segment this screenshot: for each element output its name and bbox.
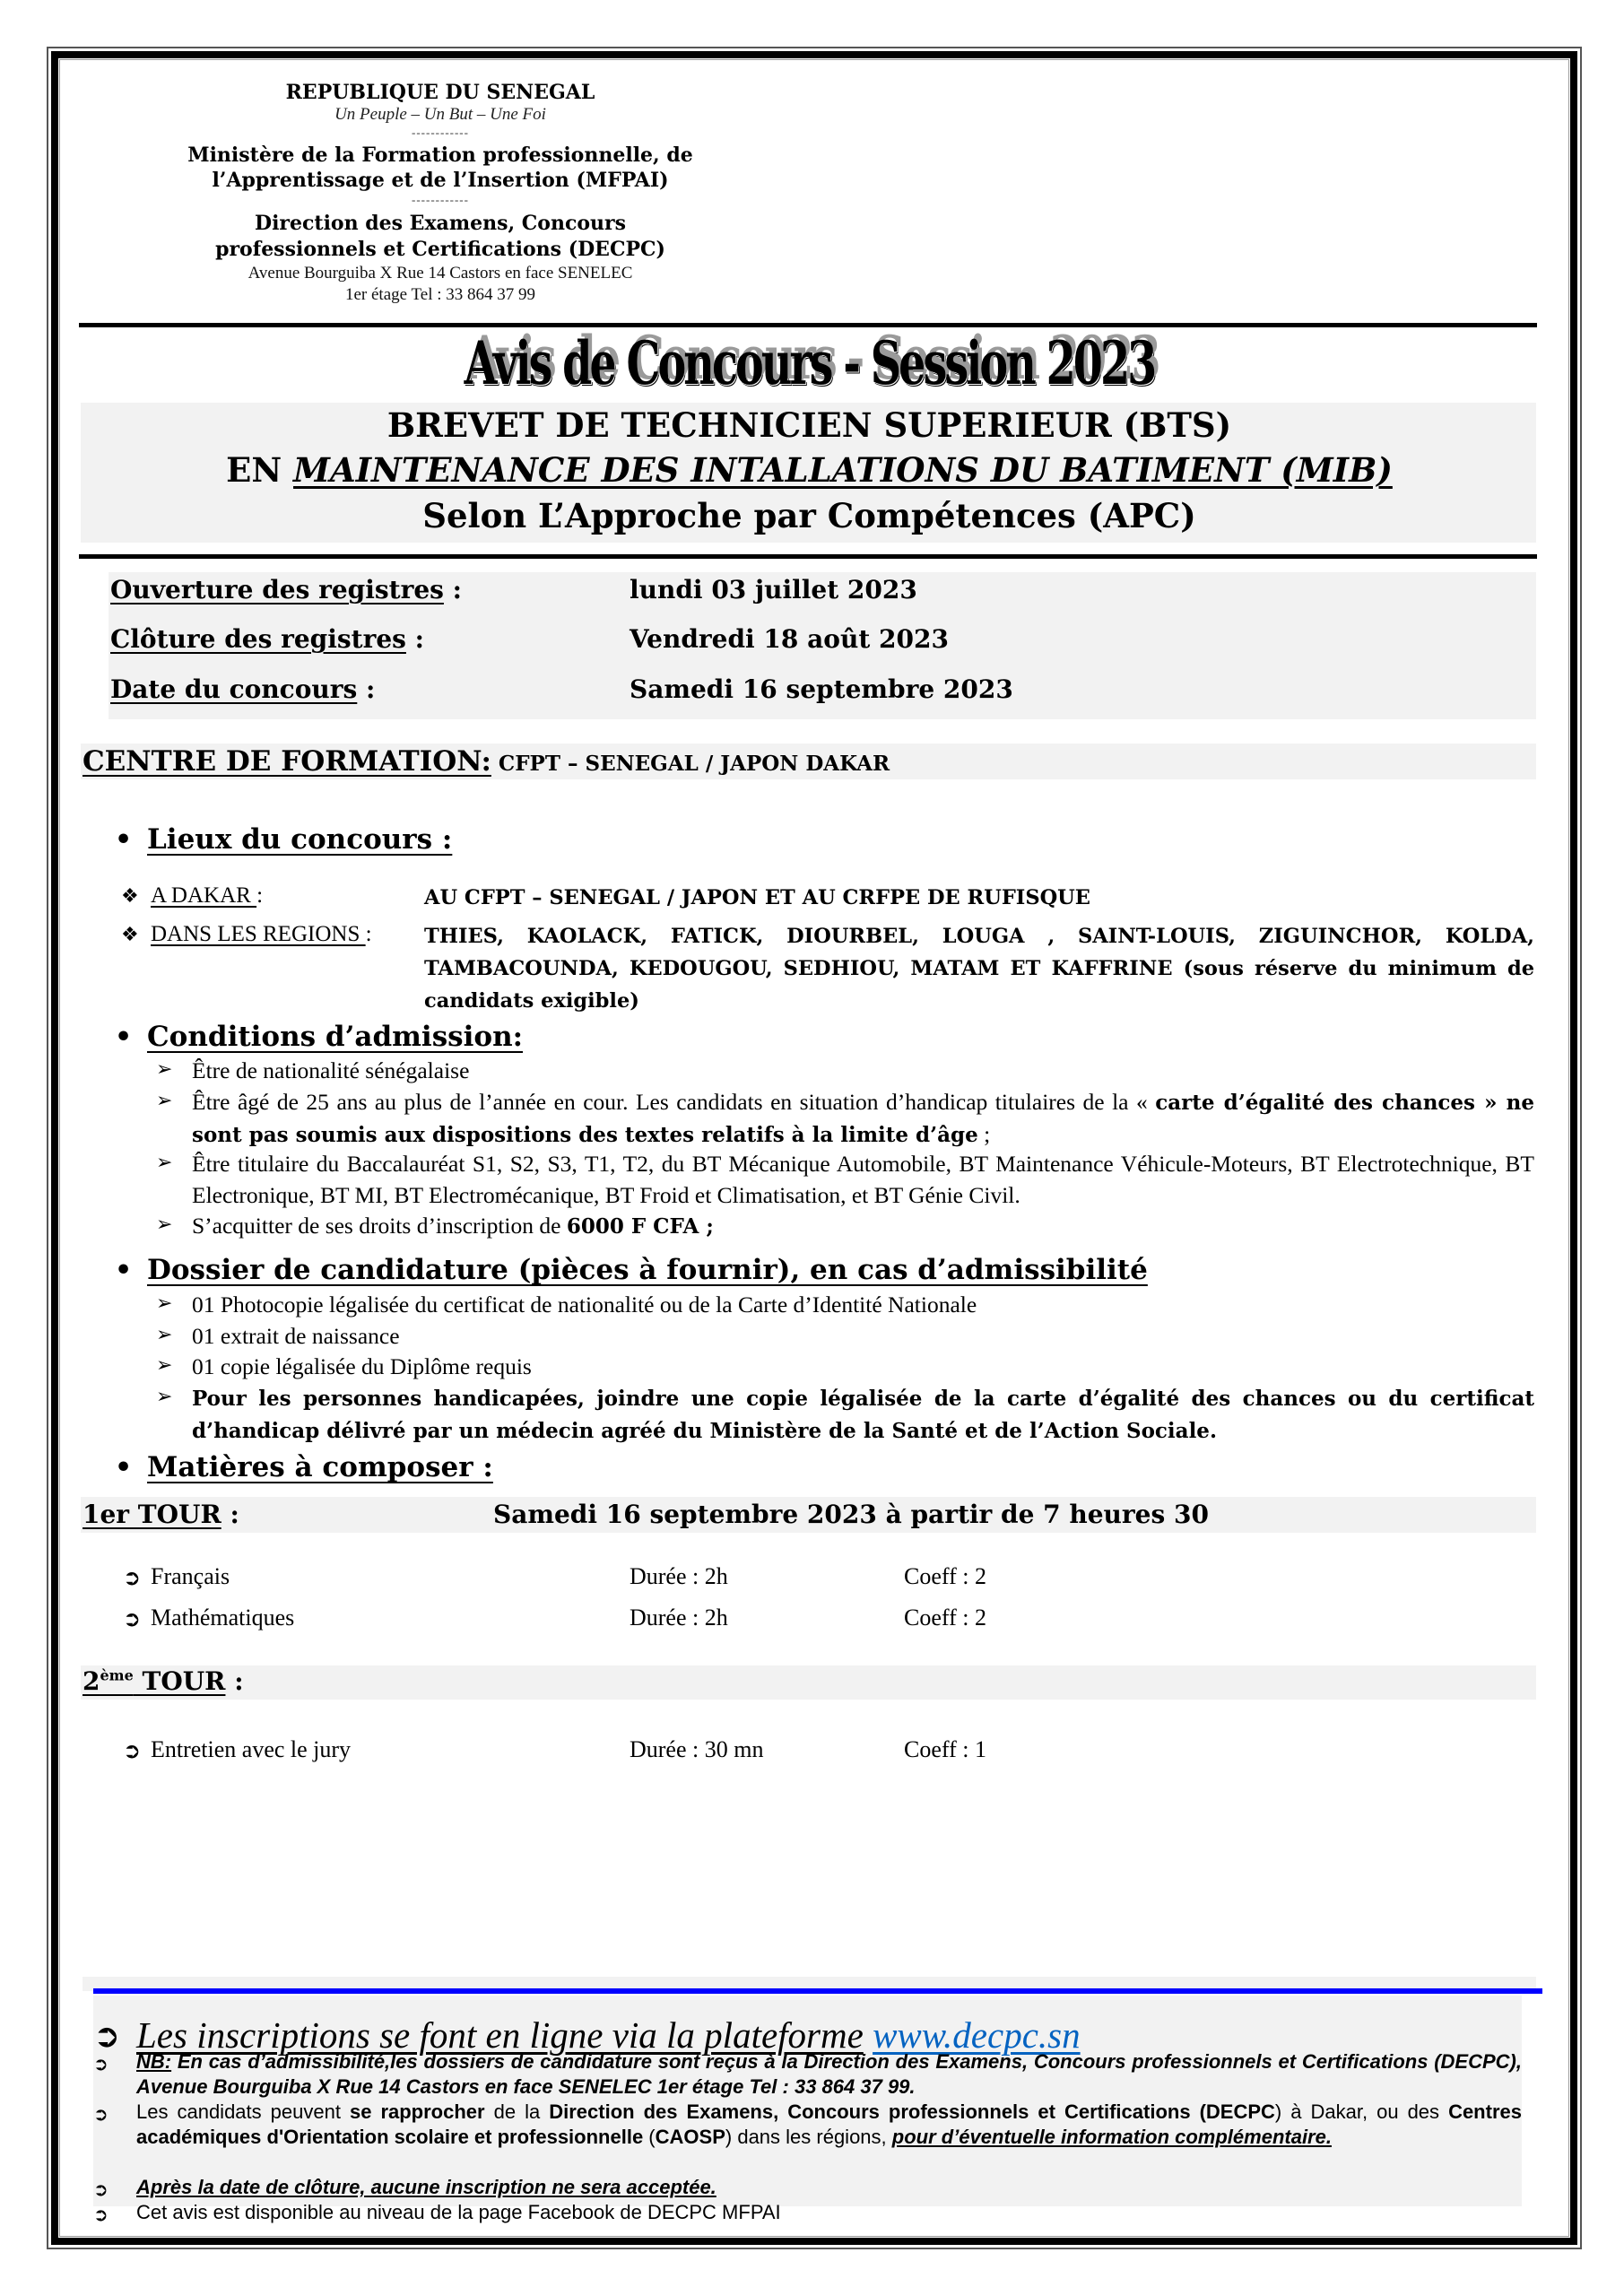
subject-duration: Durée : 2h	[630, 1563, 728, 1589]
arrow-bullet-icon: ➢	[156, 1292, 173, 1315]
decpc-website-link[interactable]: www.decpc.sn	[873, 2014, 1081, 2056]
subject-coeff: Coeff : 1	[904, 1736, 986, 1762]
header-separator: ------------	[412, 126, 469, 139]
nb-note: NB: En cas d’admissibilité,les dossiers de candidature sont reçus à la Direction des Examens, Concours professionnels et Certifications (DECPC), Avenue Bourguiba X Rue 14 Castors en face SENELEC 1er étage Tel : 33 864 37 99.	[136, 2050, 1522, 2098]
subject-duration: Durée : 30 mn	[630, 1736, 764, 1762]
lieu-label-regions: DANS LES REGIONS :	[151, 922, 372, 946]
bullet-icon: •	[115, 1022, 133, 1053]
training-centre-label: CENTRE DE FORMATION:	[83, 745, 491, 778]
dossier-item: Pour les personnes handicapées, joindre une copie légalisée de la carte d’égalité des chances ou du certificat d’handicap délivré par un médecin agréé du Ministère de la Santé et de l’Action Sociale.	[192, 1387, 1534, 1443]
tour2-bar	[81, 1665, 1536, 1700]
round-arrow-icon: ➲	[123, 1738, 142, 1763]
subject-name: Entretien avec le jury	[151, 1736, 352, 1762]
arrow-bullet-icon: ➢	[156, 1090, 173, 1112]
direction-line-1: Direction des Examens, Concours	[254, 212, 627, 235]
national-motto: Un Peuple – Un But – Une Foi	[334, 105, 546, 124]
round-arrow-icon: ➲	[93, 2053, 109, 2074]
round-arrow-icon: ➲	[93, 2103, 109, 2125]
program-approach: Selon L’Approche par Compétences (APC)	[422, 496, 1196, 535]
training-centre-value: CFPT – SENEGAL / JAPON DAKAR	[491, 752, 890, 776]
dossier-item: 01 Photocopie légalisée du certificat de nationalité ou de la Carte d’Identité Nationale	[192, 1292, 977, 1318]
bullet-icon: •	[115, 1452, 133, 1483]
country-name: REPUBLIQUE DU SENEGAL	[285, 81, 595, 104]
round-arrow-icon: ➲	[123, 1565, 142, 1590]
program-degree: BREVET DE TECHNICIEN SUPERIEUR (BTS)	[386, 405, 1232, 445]
date-label-exam: Date du concours :	[110, 674, 376, 704]
subject-name: Français	[151, 1563, 230, 1589]
subject-duration: Durée : 2h	[630, 1605, 728, 1631]
condition-item: Être âgé de 25 ans au plus de l’année en cour. Les candidats en situation d’handicap titulaires de la « carte d’égalité des chances » ne sont pas soumis aux dispositions des textes relatifs à la limite d’âge ;	[192, 1089, 1535, 1147]
arrow-bullet-icon: ➢	[156, 1213, 173, 1236]
round-arrow-icon: ➲	[93, 2018, 121, 2055]
program-rule	[79, 554, 1537, 559]
round-arrow-icon: ➲	[123, 1606, 142, 1631]
tour1-label: 1er TOUR :	[83, 1500, 239, 1529]
address-line-2: 1er étage Tel : 33 864 37 99	[344, 285, 535, 304]
dossier-item: 01 extrait de naissance	[192, 1323, 400, 1349]
program-specialty-title: MAINTENANCE DES INTALLATIONS DU BATIMENT (MIB)	[293, 450, 1393, 490]
condition-item: Être de nationalité sénégalaise	[192, 1057, 470, 1083]
date-value-exam: Samedi 16 septembre 2023	[630, 674, 1013, 704]
arrow-bullet-icon: ➢	[156, 1324, 173, 1346]
date-label-opening: Ouverture des registres :	[110, 575, 462, 604]
round-arrow-icon: ➲	[93, 2179, 109, 2200]
subject-name: Mathématiques	[151, 1605, 295, 1631]
bullet-icon: •	[115, 1255, 133, 1286]
arrow-bullet-icon: ➢	[156, 1152, 173, 1174]
deadline-note: Après la date de clôture, aucune inscription ne sera acceptée.	[136, 2176, 716, 2198]
direction-line-2: professionnels et Certifications (DECPC)	[215, 238, 665, 261]
lieu-value-regions: THIES, KAOLACK, FATICK, DIOURBEL, LOUGA , SAINT-LOUIS, ZIGUINCHOR, KOLDA, TAMBACOUNDA, KEDOUGOU, SEDHIOU, MATAM ET KAFFRINE (sous réserve du minimum de candidats exigible)	[424, 925, 1535, 1013]
online-registration: Les inscriptions se font en ligne via la plateforme www.decpc.sn	[136, 2014, 1081, 2056]
training-centre	[83, 745, 890, 778]
diamond-bullet-icon: ❖	[121, 924, 139, 946]
date-label-closing: Clôture des registres :	[110, 624, 425, 654]
program-specialty	[83, 450, 1536, 490]
tour1-date: Samedi 16 septembre 2023 à partir de 7 heures 30	[493, 1500, 1209, 1529]
section-lieux: • Lieux du concours :	[115, 823, 453, 856]
ministry-line-1: Ministère de la Formation professionnelle, de	[187, 144, 693, 167]
subject-coeff: Coeff : 2	[904, 1605, 986, 1631]
arrow-bullet-icon: ➢	[156, 1354, 173, 1377]
round-arrow-icon: ➲	[93, 2204, 109, 2225]
diamond-bullet-icon: ❖	[121, 885, 139, 908]
section-matieres: • Matières à composer :	[115, 1451, 493, 1483]
bullet-icon: •	[115, 824, 133, 856]
date-value-closing: Vendredi 18 août 2023	[630, 624, 949, 654]
condition-item: S’acquitter de ses droits d’inscription de 6000 F CFA ;	[192, 1213, 714, 1239]
section-dossier: • Dossier de candidature (pièces à fournir), en cas d’admissibilité	[115, 1254, 1148, 1286]
subject-coeff: Coeff : 2	[904, 1563, 986, 1589]
footer-blue-rule	[93, 1988, 1542, 1994]
address-line-1: Avenue Bourguiba X Rue 14 Castors en face SENELEC	[248, 264, 633, 283]
contact-note: Les candidats peuvent se rapprocher de la Direction des Examens, Concours professionnels et Certifications (DECPC) à Dakar, ou des Centres académiques d'Orientation scolaire et professionnelle (CAOSP) dans les régions, pour d’éventuelle information complémentaire.	[136, 2100, 1522, 2148]
condition-item: Être titulaire du Baccalauréat S1, S2, S3, T1, T2, du BT Mécanique Automobile, BT Maintenance Véhicule-Moteurs, BT Electrotechnique, BT Electronique, BT MI, BT Electromécanique, BT Froid et Climatisation, et BT Génie Civil.	[192, 1151, 1534, 1208]
program-specialty-prefix: EN	[226, 450, 294, 490]
notice-title: Avis de Concours - Session 2023	[464, 328, 1155, 398]
lieu-label-dakar: A DAKAR :	[151, 883, 264, 908]
arrow-bullet-icon: ➢	[156, 1386, 173, 1408]
header-separator: ------------	[412, 193, 469, 206]
section-conditions: • Conditions d’admission:	[115, 1021, 524, 1053]
date-value-opening: lundi 03 juillet 2023	[630, 575, 917, 604]
dossier-item: 01 copie légalisée du Diplôme requis	[192, 1353, 532, 1379]
tour2-label: 2ème TOUR :	[83, 1666, 244, 1696]
facebook-note: Cet avis est disponible au niveau de la page Facebook de DECPC MFPAI	[136, 2201, 781, 2223]
arrow-bullet-icon: ➢	[156, 1058, 173, 1081]
ministry-line-2: l’Apprentissage et de l’Insertion (MFPAI)	[212, 169, 669, 192]
lieu-value-dakar: AU CFPT – SENEGAL / JAPON ET AU CRFPE DE RUFISQUE	[424, 886, 1090, 909]
